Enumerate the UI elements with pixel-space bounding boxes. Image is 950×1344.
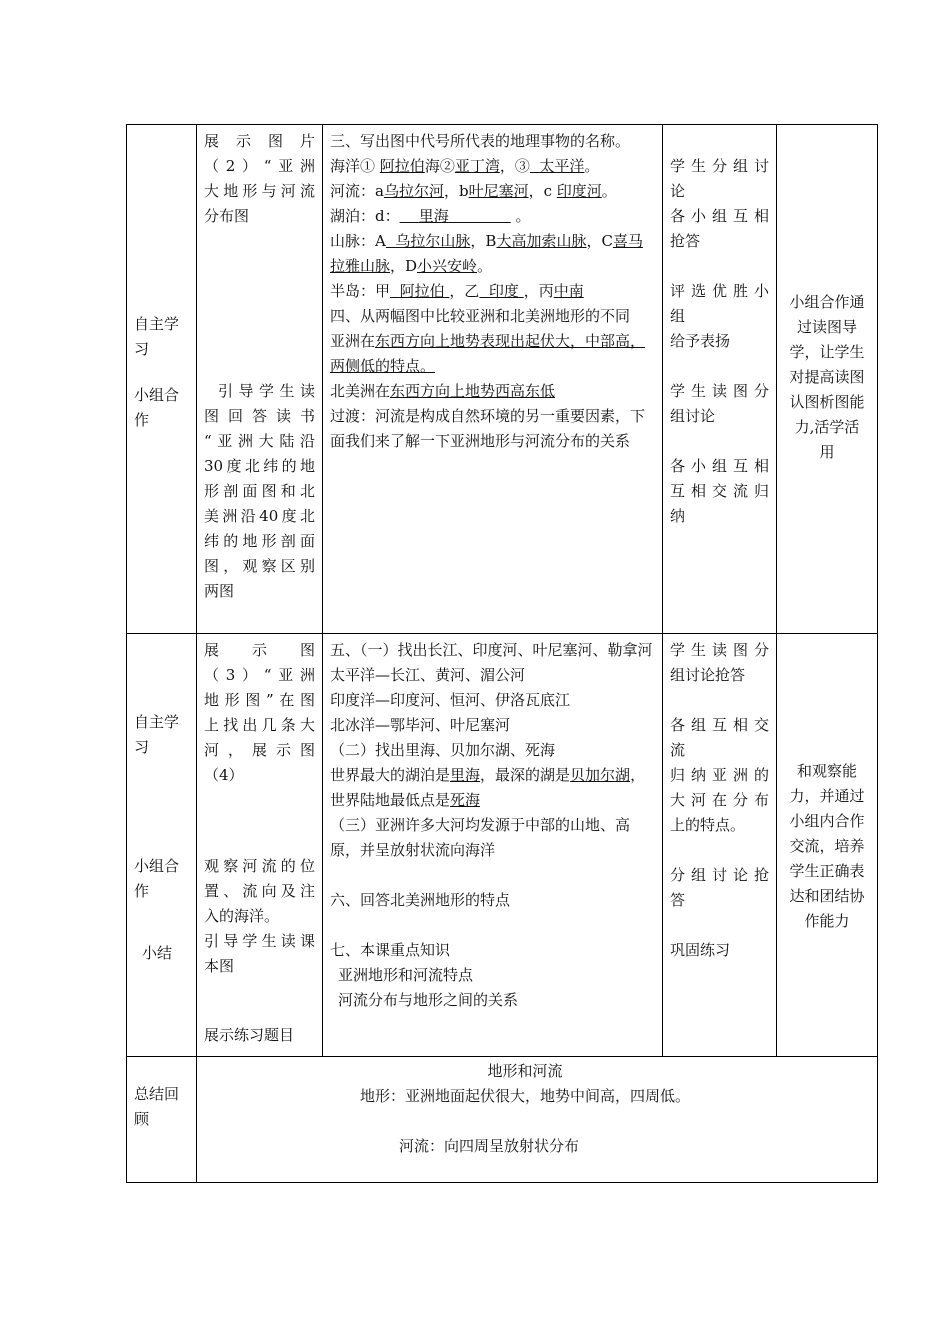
design-intent-cell [777, 634, 878, 1057]
question-title: 四、从两幅图中比较亚洲和北美洲地形的不同 [330, 307, 631, 325]
content-line: 北冰洋—鄂毕河、叶尼塞河 [330, 716, 511, 734]
teacher-line: 纬的地形剖面 [204, 532, 315, 550]
question-title: 五、（一）找出长江、印度河、叶尼塞河、勒拿河 [330, 641, 653, 659]
intent-line: 和观察能 [796, 762, 857, 780]
student-line: 评选优胜小 [670, 282, 769, 300]
student-line: 各组互相交 [670, 716, 769, 734]
teacher-line: 两图 [204, 582, 235, 600]
intent-line: 用 [819, 443, 835, 461]
teacher-line: （4） [204, 766, 244, 784]
teacher-line: 30度北纬的地 [204, 457, 315, 475]
student-line: 互相交流归 [670, 482, 769, 500]
intent-line: 小组内合作 [789, 812, 865, 830]
student-line: 学生读图分 [670, 382, 769, 400]
teacher-line: （2）“亚洲 [204, 157, 315, 175]
teacher-line: 本图 [204, 957, 235, 975]
stage-label-cell [127, 634, 197, 1057]
student-line: 归纳亚洲的 [670, 766, 769, 784]
question-title: 七、本课重点知识 [330, 941, 451, 959]
lake-line: 湖泊：d： 里海 。 [330, 207, 531, 225]
stage-label: 小结 [142, 944, 173, 962]
summary-title: 地形和河流 [487, 1062, 563, 1080]
intent-line: 过读图导 [796, 318, 857, 336]
teacher-line: 观察河流的位 [204, 857, 315, 875]
summary-terrain: 地形：亚洲地面起伏很大，地势中间高，四周低。 [359, 1087, 690, 1105]
intent-line: 达和团结协 [789, 887, 865, 905]
content-line: 印度洋—印度河、恒河、伊洛瓦底江 [330, 691, 571, 709]
content-cell [323, 125, 663, 634]
summary-rivers: 河流：向四周呈放射状分布 [398, 1137, 579, 1155]
student-line: 学生读图分 [670, 641, 769, 659]
teacher-line: 地形图”在图 [204, 691, 315, 709]
intent-line: 认图析图能 [789, 393, 865, 411]
lakes-line: 世界最大的湖泊是里海，最深的湖是贝加尔湖，世界陆地最低点是死海 [330, 766, 646, 809]
intent-line: 学，让学生 [789, 343, 865, 361]
intent-line: 作能力 [804, 912, 850, 930]
intent-line: 对提高读图 [789, 368, 865, 386]
student-line: 上的特点。 [670, 816, 746, 834]
teacher-line: 展 示 图 片 [204, 132, 315, 150]
teacher-line: 展 示 图 [204, 641, 315, 659]
teacher-line: 美洲沿40度北 [204, 507, 315, 525]
teacher-line: 引导学生读 [218, 382, 315, 400]
teacher-line: 河，展示图 [204, 741, 315, 759]
stage-label-cell [127, 1057, 197, 1183]
teacher-line: （3）“亚洲 [204, 666, 315, 684]
key-point: 亚洲地形和河流特点 [338, 966, 474, 984]
student-line: 抢答 [670, 232, 701, 250]
intent-line: 交流，培养 [789, 837, 865, 855]
design-intent-cell [777, 125, 878, 634]
river-line: 河流：a乌拉尔河，b叶尼塞河，c 印度河。 [330, 182, 617, 200]
question-title: 六、回答北美洲地形的特点 [330, 891, 511, 909]
student-activity-cell [663, 634, 777, 1057]
intent-line: 力,活学活 [794, 418, 860, 436]
student-line: 巩固练习 [670, 941, 731, 959]
table-row [127, 634, 878, 1057]
intent-line: 小组合作通 [789, 293, 865, 311]
content-line: （三）亚洲许多大河均发源于中部的山地、高原，并呈放射状流向海洋 [330, 816, 631, 859]
stage-label: 自主学习 [134, 713, 180, 756]
ocean-line: 海洋① 阿拉伯海②亚丁湾，③ 太平洋。 [330, 157, 600, 175]
table-row [127, 125, 878, 634]
stage-label: 总结回顾 [134, 1085, 180, 1128]
peninsula-line: 半岛：甲 阿拉伯 ，乙 印度 ，丙中南 [330, 282, 584, 300]
teacher-line: 上找出几条大 [204, 716, 315, 734]
content-line: （二）找出里海、贝加尔湖、死海 [330, 741, 556, 759]
stage-label: 小组合作 [134, 857, 180, 900]
content-line: 太平洋—长江、黄河、湄公河 [330, 666, 526, 684]
student-line: 分组讨论抢 [670, 866, 769, 884]
question-title: 三、写出图中代号所代表的地理事物的名称。 [330, 132, 631, 150]
student-line: 组 [670, 307, 686, 325]
summary-cell [197, 1057, 878, 1183]
stage-label: 小组合作 [134, 386, 180, 429]
teacher-line: 展示练习题目 [204, 1026, 295, 1044]
teacher-line: 图回答读书 [204, 407, 315, 425]
teacher-line: 大地形与河流 [204, 182, 315, 200]
teacher-line: 图，观察区别 [204, 557, 315, 575]
teacher-line: “亚洲大陆沿 [204, 432, 315, 450]
intent-line: 学生正确表 [789, 862, 865, 880]
student-line: 大河在分布 [670, 791, 769, 809]
mountain-line: 山脉：A 乌拉尔山脉，B大高加索山脉，C喜马拉雅山脉，D小兴安岭。 [330, 232, 643, 275]
student-line: 流 [670, 741, 686, 759]
teacher-line: 置、流向及注 [204, 882, 315, 900]
student-line: 纳 [670, 507, 686, 525]
student-line: 给予表扬 [670, 332, 731, 350]
teacher-activity-cell [197, 634, 323, 1057]
student-line: 学生分组讨 [670, 157, 769, 175]
student-activity-cell [663, 125, 777, 634]
lesson-plan-table [126, 124, 878, 1183]
stage-label-cell [127, 125, 197, 634]
student-line: 各小组互相 [670, 207, 769, 225]
stage-label: 自主学习 [134, 315, 180, 358]
transition-text: 过渡：河流是构成自然环境的另一重要因素，下面我们来了解一下亚洲地形与河流分布的关系 [330, 407, 646, 450]
table-row [127, 1057, 878, 1183]
intent-line: 力，并通过 [789, 787, 865, 805]
teacher-line: 形剖面图和北 [204, 482, 315, 500]
student-line: 组讨论抢答 [670, 666, 746, 684]
teacher-activity-cell [197, 125, 323, 634]
teacher-line: 入的海洋。 [204, 907, 280, 925]
student-line: 答 [670, 891, 686, 909]
student-line: 各小组互相 [670, 457, 769, 475]
content-cell [323, 634, 663, 1057]
student-line: 论 [670, 182, 686, 200]
teacher-line: 分布图 [204, 207, 250, 225]
teacher-line: 引导学生读课 [204, 932, 315, 950]
asia-line: 亚洲在东西方向上地势表现出起伏大，中部高，两侧低的特点。 [330, 332, 646, 375]
student-line: 组讨论 [670, 407, 716, 425]
north-america-line: 北美洲在东西方向上地势西高东低 [330, 382, 556, 400]
key-point: 河流分布与地形之间的关系 [338, 991, 519, 1009]
